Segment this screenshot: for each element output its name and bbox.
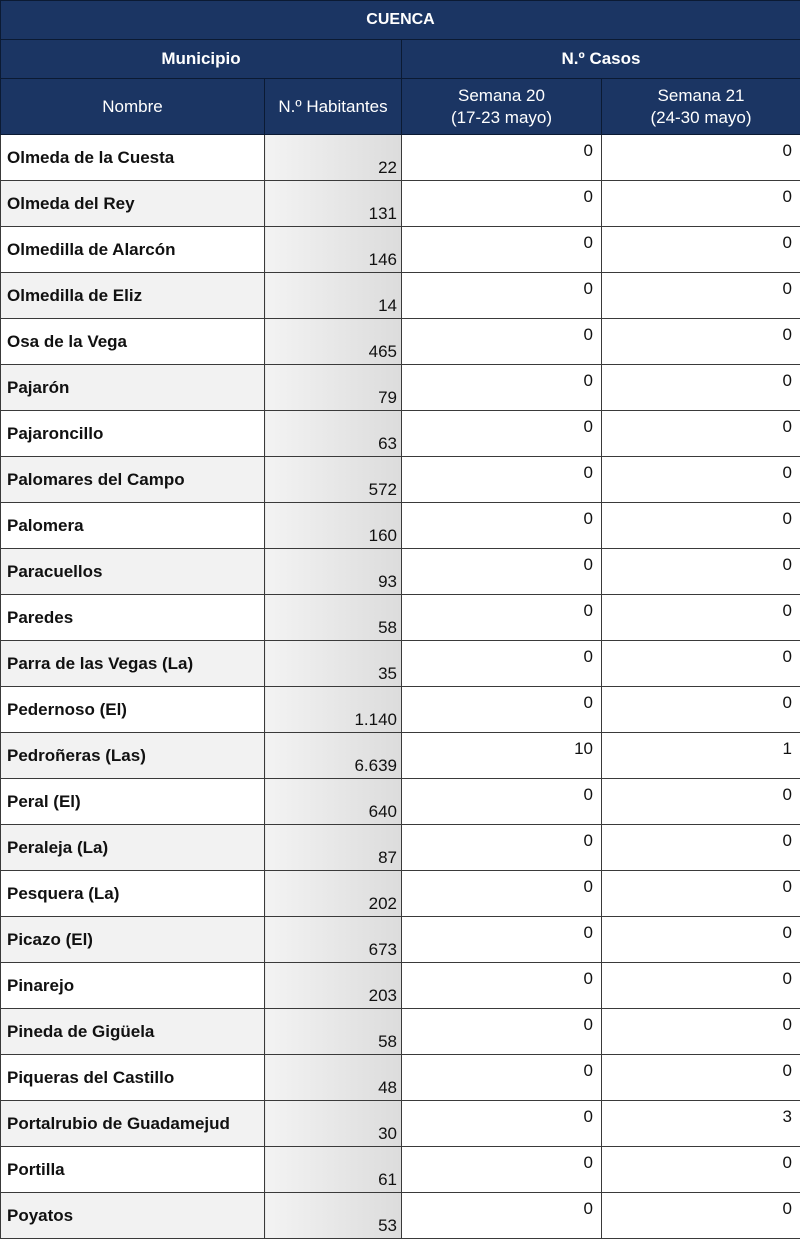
column-header-row xyxy=(1,79,800,135)
semana20-cell: 0 xyxy=(402,503,602,549)
municipio-name: Palomera xyxy=(1,503,265,549)
semana20-cell: 0 xyxy=(402,917,602,963)
semana20-cell: 0 xyxy=(402,273,602,319)
semana20-cell: 0 xyxy=(402,1147,602,1193)
table-row xyxy=(1,595,800,641)
table-row xyxy=(1,871,800,917)
municipio-header: Municipio xyxy=(1,40,402,79)
municipio-name: Olmedilla de Alarcón xyxy=(1,227,265,273)
semana21-cell: 0 xyxy=(602,1055,800,1101)
table-row xyxy=(1,917,800,963)
habitantes-cell: 14 xyxy=(265,273,402,319)
semana21-cell: 0 xyxy=(602,365,800,411)
habitantes-cell: 6.639 xyxy=(265,733,402,779)
table-row xyxy=(1,503,800,549)
municipio-name: Pajarón xyxy=(1,365,265,411)
municipio-name: Pesquera (La) xyxy=(1,871,265,917)
semana21-cell: 0 xyxy=(602,227,800,273)
table-row xyxy=(1,411,800,457)
semana20-cell: 0 xyxy=(402,1055,602,1101)
municipio-name: Olmedilla de Eliz xyxy=(1,273,265,319)
semana21-cell: 0 xyxy=(602,641,800,687)
municipio-name: Pedroñeras (Las) xyxy=(1,733,265,779)
table-row xyxy=(1,1101,800,1147)
habitantes-cell: 87 xyxy=(265,825,402,871)
semana21-cell: 0 xyxy=(602,411,800,457)
table-row xyxy=(1,687,800,733)
semana20-cell: 0 xyxy=(402,871,602,917)
municipio-name: Portalrubio de Guadamejud xyxy=(1,1101,265,1147)
habitantes-cell: 53 xyxy=(265,1193,402,1239)
habitantes-cell: 146 xyxy=(265,227,402,273)
habitantes-cell: 131 xyxy=(265,181,402,227)
semana21-cell: 0 xyxy=(602,273,800,319)
table-row xyxy=(1,1147,800,1193)
semana20-cell: 0 xyxy=(402,227,602,273)
table-row xyxy=(1,549,800,595)
table-row xyxy=(1,135,800,181)
habitantes-cell: 22 xyxy=(265,135,402,181)
semana20-cell: 10 xyxy=(402,733,602,779)
semana20-cell: 0 xyxy=(402,1193,602,1239)
semana20-cell: 0 xyxy=(402,595,602,641)
semana21-cell: 3 xyxy=(602,1101,800,1147)
table-row xyxy=(1,457,800,503)
habitantes-cell: 673 xyxy=(265,917,402,963)
table-row xyxy=(1,825,800,871)
table-title: CUENCA xyxy=(1,1,800,40)
semana21-dates: (24-30 mayo) xyxy=(602,107,800,129)
habitantes-cell: 572 xyxy=(265,457,402,503)
semana20-cell: 0 xyxy=(402,641,602,687)
group-header-row xyxy=(1,40,800,79)
semana21-cell: 0 xyxy=(602,1147,800,1193)
table-row xyxy=(1,1055,800,1101)
municipio-name: Paracuellos xyxy=(1,549,265,595)
semana20-cell: 0 xyxy=(402,779,602,825)
table-row xyxy=(1,319,800,365)
semana20-label: Semana 20 xyxy=(402,85,601,107)
title-row xyxy=(1,1,800,40)
habitantes-cell: 58 xyxy=(265,595,402,641)
habitantes-cell: 61 xyxy=(265,1147,402,1193)
municipio-name: Olmeda del Rey xyxy=(1,181,265,227)
semana20-cell: 0 xyxy=(402,135,602,181)
municipio-name: Osa de la Vega xyxy=(1,319,265,365)
semana20-dates: (17-23 mayo) xyxy=(402,107,601,129)
table-row xyxy=(1,963,800,1009)
table-row xyxy=(1,733,800,779)
semana21-cell: 0 xyxy=(602,595,800,641)
habitantes-cell: 160 xyxy=(265,503,402,549)
habitantes-cell: 63 xyxy=(265,411,402,457)
semana20-cell: 0 xyxy=(402,825,602,871)
table-body xyxy=(1,135,800,1239)
habitantes-cell: 465 xyxy=(265,319,402,365)
habitantes-cell: 58 xyxy=(265,1009,402,1055)
semana21-cell: 0 xyxy=(602,871,800,917)
semana20-cell: 0 xyxy=(402,687,602,733)
semana21-cell: 0 xyxy=(602,825,800,871)
semana20-cell: 0 xyxy=(402,319,602,365)
habitantes-cell: 93 xyxy=(265,549,402,595)
table-row xyxy=(1,181,800,227)
municipio-name: Parra de las Vegas (La) xyxy=(1,641,265,687)
municipio-name: Pajaroncillo xyxy=(1,411,265,457)
semana21-cell: 0 xyxy=(602,1193,800,1239)
habitantes-header: N.º Habitantes xyxy=(265,79,402,135)
nombre-header: Nombre xyxy=(1,79,265,135)
habitantes-cell: 79 xyxy=(265,365,402,411)
semana20-cell: 0 xyxy=(402,549,602,595)
municipio-name: Palomares del Campo xyxy=(1,457,265,503)
habitantes-cell: 30 xyxy=(265,1101,402,1147)
municipio-name: Peral (El) xyxy=(1,779,265,825)
semana20-header xyxy=(402,79,602,135)
municipio-name: Picazo (El) xyxy=(1,917,265,963)
semana21-cell: 0 xyxy=(602,135,800,181)
semana21-cell: 0 xyxy=(602,917,800,963)
semana20-cell: 0 xyxy=(402,411,602,457)
semana21-cell: 1 xyxy=(602,733,800,779)
habitantes-cell: 35 xyxy=(265,641,402,687)
semana21-cell: 0 xyxy=(602,319,800,365)
semana20-cell: 0 xyxy=(402,181,602,227)
municipio-name: Pinarejo xyxy=(1,963,265,1009)
semana21-cell: 0 xyxy=(602,503,800,549)
semana21-header xyxy=(602,79,800,135)
municipio-name: Peraleja (La) xyxy=(1,825,265,871)
semana21-cell: 0 xyxy=(602,687,800,733)
table-row xyxy=(1,273,800,319)
semana20-cell: 0 xyxy=(402,1009,602,1055)
semana21-cell: 0 xyxy=(602,779,800,825)
semana21-cell: 0 xyxy=(602,549,800,595)
table-row xyxy=(1,227,800,273)
table-row xyxy=(1,365,800,411)
municipio-name: Piqueras del Castillo xyxy=(1,1055,265,1101)
semana20-cell: 0 xyxy=(402,365,602,411)
semana21-cell: 0 xyxy=(602,181,800,227)
casos-header: N.º Casos xyxy=(402,40,800,79)
table-row xyxy=(1,641,800,687)
habitantes-cell: 48 xyxy=(265,1055,402,1101)
habitantes-cell: 202 xyxy=(265,871,402,917)
semana21-cell: 0 xyxy=(602,1009,800,1055)
habitantes-cell: 203 xyxy=(265,963,402,1009)
municipio-name: Pedernoso (El) xyxy=(1,687,265,733)
municipio-name: Poyatos xyxy=(1,1193,265,1239)
table-row xyxy=(1,1193,800,1239)
semana21-cell: 0 xyxy=(602,963,800,1009)
semana21-cell: 0 xyxy=(602,457,800,503)
semana20-cell: 0 xyxy=(402,1101,602,1147)
habitantes-cell: 1.140 xyxy=(265,687,402,733)
habitantes-cell: 640 xyxy=(265,779,402,825)
semana21-label: Semana 21 xyxy=(602,85,800,107)
municipio-name: Portilla xyxy=(1,1147,265,1193)
table-row xyxy=(1,1009,800,1055)
semana20-cell: 0 xyxy=(402,963,602,1009)
semana20-cell: 0 xyxy=(402,457,602,503)
table-row xyxy=(1,779,800,825)
municipio-name: Pineda de Gigüela xyxy=(1,1009,265,1055)
municipio-name: Paredes xyxy=(1,595,265,641)
municipio-name: Olmeda de la Cuesta xyxy=(1,135,265,181)
